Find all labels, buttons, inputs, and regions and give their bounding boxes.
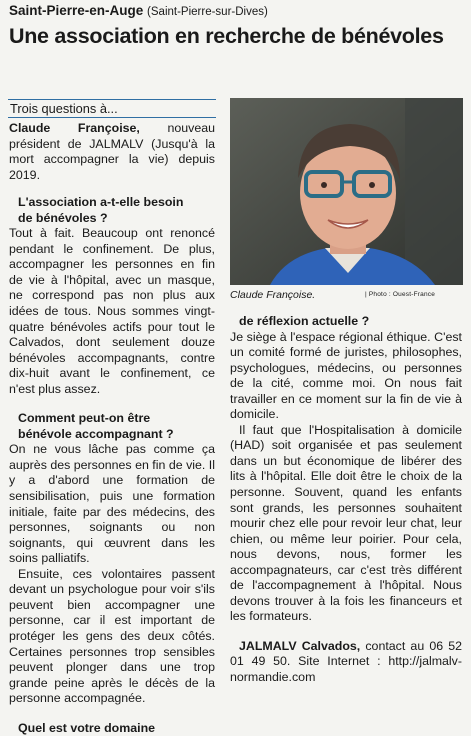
right-column xyxy=(230,314,462,686)
town-name: Saint-Pierre-en-Auge xyxy=(9,3,144,18)
box-title-rule xyxy=(8,117,216,118)
portrait-photo xyxy=(230,98,463,285)
photo-credit: | Photo : Ouest-France xyxy=(365,291,436,298)
article-kicker xyxy=(9,3,268,18)
intro-paragraph xyxy=(9,121,215,183)
portrait-illustration xyxy=(230,98,463,285)
box-title: Trois questions à... xyxy=(10,101,118,116)
contact-text: contact au 06 52 01 49 50. Site Internet : http://jalmalv-normandie.com xyxy=(230,638,462,685)
answer-1: Tout à fait. Beaucoup ont renoncé pendant le confinement. De plus, accompagner les personnes en fin de vie à l'hôpital, avec un masque, ne correspond pas non plus aux idées de tous. Nous sommes vingt-quatre bénévoles actifs pour tout le Calvados, dont seulement douze bénévoles accompagnants, contre dix-huit avant le confinement, ce n'est plus assez. xyxy=(9,226,215,396)
answer-2-part-1: On ne vous lâche pas comme ça auprès des personnes en fin de vie. Il y a d'abord une formation de sensibilisation, puis une formation initiale, faite par des médecins, des personnes, soignants ou non soignants, qui œuvrent dans les soins palliatifs. xyxy=(9,442,215,566)
question-3-end: de réflexion actuelle ? xyxy=(239,314,370,328)
contact-org: JALMALV Calvados, xyxy=(239,638,361,653)
box-top-rule xyxy=(8,99,216,100)
intro-text: nouveau président de JALMALV (Jusqu'à la mort accompagner la vie) depuis 2019. xyxy=(9,121,215,182)
question-3-start: Quel est votre domaine xyxy=(18,720,156,735)
answer-3-part-1: Je siège à l'espace régional éthique. C'est un comité formé de juristes, philosophes, psychologues, médecins, ou personnes de la cité, comme moi. On nous fait travailler en ce moment sur la fin de vie à domicile. xyxy=(230,329,462,422)
answer-3-part-2: Il faut que l'Hospitalisation à domicile (HAD) soit organisée et pas seulement dans un but économique de libérer des lits à l'hôpital. Elle doit être le choix de la personne. Souvent, quand les enfants sont grands, les personnes souhaitent mourir chez elle pour revoir leur chat, leur chien, ou même leur poirier. Pour cela, nous devons, nous, former les accompagnateurs, car c'est très différent de l'accompagnement à l'hôpital. Nous devons trouver à la fois les financeurs et les formateurs. xyxy=(230,422,462,624)
question-1: L'association a-t-elle besoin de bénévoles ? xyxy=(18,195,184,225)
article-headline: Une association en recherche de bénévoles xyxy=(9,24,444,48)
contact-paragraph xyxy=(230,639,462,686)
photo-caption: Claude Françoise. xyxy=(230,289,316,301)
sub-location: (Saint-Pierre-sur-Dives) xyxy=(147,6,268,18)
question-2: Comment peut-on être bénévole accompagnant ? xyxy=(18,411,174,441)
left-column xyxy=(9,121,215,736)
interviewee-name: Claude Françoise, xyxy=(9,121,140,135)
answer-2-part-2: Ensuite, ces volontaires passent devant un psychologue pour voir s'ils peuvent bien accompagner une personne, car il est important de protéger les gens des deux côtés. Certaines personnes trop sensibles peuvent plonger dans une trop grande peine après le décès de la personne accompagnée. xyxy=(9,566,215,706)
